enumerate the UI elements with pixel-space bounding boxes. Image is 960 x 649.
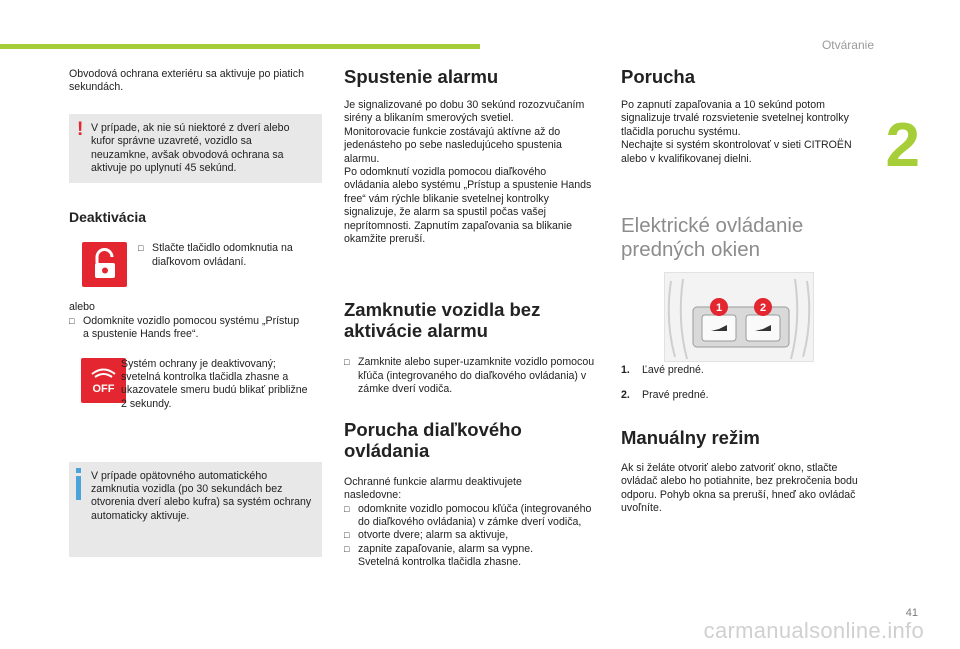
legend-item: [621, 364, 866, 377]
left-window-switch: [702, 315, 736, 341]
legend-number: 2.: [621, 389, 630, 402]
header-accent-bar: [0, 44, 480, 49]
lock-step: [344, 356, 600, 396]
legend-item: [621, 389, 866, 402]
fault-heading: Porucha: [621, 66, 696, 87]
lock-step-text: Zamknite alebo super-uzamknite vozidlo pomocou kľúča (integrovaného do diaľkového ovládania) v zámke dverí vodiča.: [358, 356, 595, 396]
manual-text: Ak si želáte otvoriť alebo zatvoriť okno, stlačte ovládač alebo ho potiahnite, bez prekročenia bodu odporu. Pohyb okna sa preruší, hneď ako ovládač uvoľníte.: [621, 461, 858, 515]
alt-step-text: Odomknite vozidlo pomocou systému „Prístup a spustenie Hands free“.: [83, 314, 300, 341]
remote-fault-step: [344, 503, 600, 530]
bullet-icon: □: [344, 503, 350, 514]
deactivation-step: [69, 242, 322, 290]
unlock-button-icon: [82, 242, 127, 287]
remote-fault-step-1: odomknite vozidlo pomocou kľúča (integrovaného do diaľkového ovládania) v zámke dverí vodiča,: [358, 502, 592, 528]
bullet-icon: □: [344, 543, 350, 554]
remote-fault-step-3: zapnite zapaľovanie, alarm sa vypne. Svetelná kontrolka tlačidla zhasne.: [358, 542, 534, 569]
info-box: [69, 462, 322, 557]
alarm-heading: Spustenie alarmu: [344, 66, 499, 87]
lock-heading: Zamknutie vozidla bez aktivácie alarmu: [344, 299, 541, 342]
svg-text:2: 2: [759, 302, 767, 314]
column-right: [621, 66, 866, 262]
bullet-icon: □: [69, 315, 75, 326]
deactivation-heading: Deaktivácia: [69, 209, 147, 226]
column-left: [69, 66, 322, 557]
alarm-off-icon: [81, 358, 126, 403]
page-number: 41: [905, 607, 918, 619]
chapter-number: 2: [885, 111, 920, 180]
manual-heading: Manuálny režim: [621, 426, 760, 448]
remote-fault-step: [344, 543, 600, 570]
legend-text: Pravé predné.: [642, 389, 709, 402]
bullet-icon: □: [344, 357, 350, 368]
intro-text: Obvodová ochrana exteriéru sa aktivuje po piatich sekundách.: [69, 68, 304, 94]
off-label: OFF: [92, 382, 115, 395]
watermark: carmanualsonline.info: [703, 618, 924, 643]
remote-fault-step-2: otvorte dvere; alarm sa aktivuje,: [358, 529, 509, 542]
window-switch-figure: [664, 272, 814, 362]
state-text: Systém ochrany je deaktivovaný; svetelná kontrolka tlačidla zhasne a ukazovatele smeru budú blikať približne 2 sekundy.: [121, 357, 308, 410]
legend-text: Ľavé predné.: [642, 364, 704, 376]
legend-number: 1.: [621, 364, 630, 376]
warning-text: V prípade, ak nie sú niektoré z dverí alebo kufor správne uzavreté, vozidlo sa neuzamkne, avšak obvodová ochrana sa aktivuje po uplynutí 45 sekúnd.: [91, 121, 290, 175]
warning-box: [69, 114, 322, 184]
warning-icon: !: [77, 118, 84, 140]
section-title: Otváranie: [821, 38, 874, 52]
remote-fault-intro: Ochranné funkcie alarmu deaktivujete nasledovne:: [344, 475, 522, 502]
deactivation-step-text: Stlačte tlačidlo odomknutia na diaľkovom ovládaní.: [152, 242, 293, 268]
column-right-lower: [621, 364, 866, 515]
fault-text: Po zapnutí zapaľovania a 10 sekúnd potom signalizuje trvalé rozsvietenie svetelnej kontrolky tlačidla poruchu systému. Nechajte si systém skontrolovať v sieti CITROËN alebo v kvalifikovanej dielni.: [621, 99, 852, 165]
info-text: V prípade opätovného automatického zamknutia vozidla (po 30 sekundách bez otvorenia dverí alebo kufra) sa systém ochrany automaticky aktivuje.: [91, 469, 312, 522]
alarm-off-state: [69, 358, 322, 422]
windows-heading: Elektrické ovládanie predných okien: [621, 214, 804, 262]
alarm-text: Je signalizované po dobu 30 sekúnd rozozvučaním sirény a blikaním smerových svetiel. Monitorovacie funkcie zostávajú aktívne až do jedenásteho po sebe nasledujúceho spustenia alarmu. Po odomknutí vozidla pomocou diaľkového ovládania alebo systému „Prístup a spustenie Hands free“ vám rýchle blikanie svetelnej kontrolky signalizuje, že alarm sa spustil počas vašej neprítomnosti. Zapnutím zapaľovania sa blikanie okamžite preruší.: [344, 99, 592, 246]
svg-text:1: 1: [715, 302, 723, 314]
column-middle: [344, 66, 600, 570]
right-window-switch: [746, 315, 780, 341]
info-icon: [76, 468, 81, 502]
remote-fault-step: [344, 529, 600, 542]
bullet-icon: □: [344, 530, 350, 541]
remote-fault-heading: Porucha diaľkového ovládania: [344, 418, 522, 461]
or-label: alebo: [69, 301, 95, 314]
bullet-icon: □: [138, 243, 144, 254]
alt-step: [69, 315, 303, 342]
